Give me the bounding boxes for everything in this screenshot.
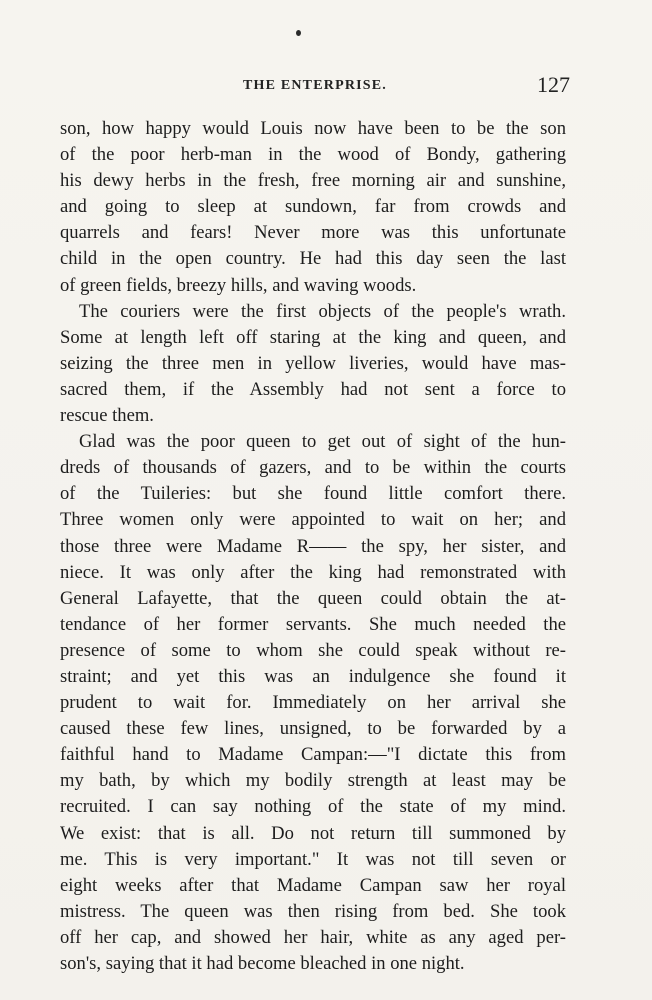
- text-line: my bath, by which my bodily strength at least may be: [60, 770, 566, 792]
- text-line: of the poor herb-man in the wood of Bondy, gathering: [60, 144, 566, 166]
- text-line: sacred them, if the Assembly had not sent a force to: [60, 378, 566, 400]
- body-text: [60, 116, 566, 977]
- text-line: Three women only were appointed to wait on her; and: [60, 509, 566, 531]
- text-line: and going to sleep at sundown, far from crowds and: [60, 196, 566, 218]
- text-line: General Lafayette, that the queen could obtain the at-: [60, 587, 566, 609]
- text-line: seizing the three men in yellow liveries, would have mas-: [60, 352, 566, 374]
- running-head: [60, 72, 570, 102]
- text-line: rescue them.: [60, 405, 154, 427]
- running-title: THE ENTERPRISE.: [242, 78, 388, 93]
- text-line: child in the open country. He had this day seen the last: [60, 248, 566, 270]
- text-line: caused these few lines, unsigned, to be forwarded by a: [60, 718, 566, 740]
- text-line: his dewy herbs in the fresh, free morning air and sunshine,: [60, 170, 566, 192]
- text-line: those three were Madame R—— the spy, her sister, and: [60, 535, 566, 557]
- text-line: eight weeks after that Madame Campan saw her royal: [60, 874, 566, 896]
- text-line: son, how happy would Louis now have been to be the son: [60, 118, 566, 139]
- text-line: The couriers were the first objects of the people's wrath.: [79, 300, 566, 322]
- text-line: We exist: that is all. Do not return till summoned by: [60, 822, 566, 844]
- text-line: mistress. The queen was then rising from bed. She took: [60, 900, 566, 922]
- text-line: niece. It was only after the king had remonstrated with: [60, 561, 566, 583]
- ink-speck: [296, 30, 301, 36]
- text-line: dreds of thousands of gazers, and to be within the courts: [60, 457, 566, 479]
- text-line: off her cap, and showed her hair, white as any aged per-: [60, 926, 566, 948]
- text-line: son's, saying that it had become bleached in one night.: [60, 953, 465, 974]
- text-line: faithful hand to Madame Campan:—"I dictate this from: [60, 744, 566, 766]
- text-line: me. This is very important." It was not till seven or: [60, 848, 566, 870]
- text-line: prudent to wait for. Immediately on her arrival she: [60, 692, 566, 714]
- text-line: presence of some to whom she could speak without re-: [60, 639, 566, 661]
- text-line: Some at length left off staring at the king and queen, and: [60, 326, 566, 348]
- text-line: recruited. I can say nothing of the state of my mind.: [60, 796, 566, 818]
- text-line: tendance of her former servants. She much needed the: [60, 613, 566, 635]
- text-line: quarrels and fears! Never more was this unfortunate: [60, 222, 566, 244]
- text-line: of the Tuileries: but she found little comfort there.: [60, 483, 566, 505]
- text-line: straint; and yet this was an indulgence she found it: [60, 665, 566, 687]
- text-line: Glad was the poor queen to get out of sight of the hun-: [79, 431, 566, 453]
- text-line: of green fields, breezy hills, and waving woods.: [60, 274, 417, 296]
- page-number: 127: [537, 72, 570, 97]
